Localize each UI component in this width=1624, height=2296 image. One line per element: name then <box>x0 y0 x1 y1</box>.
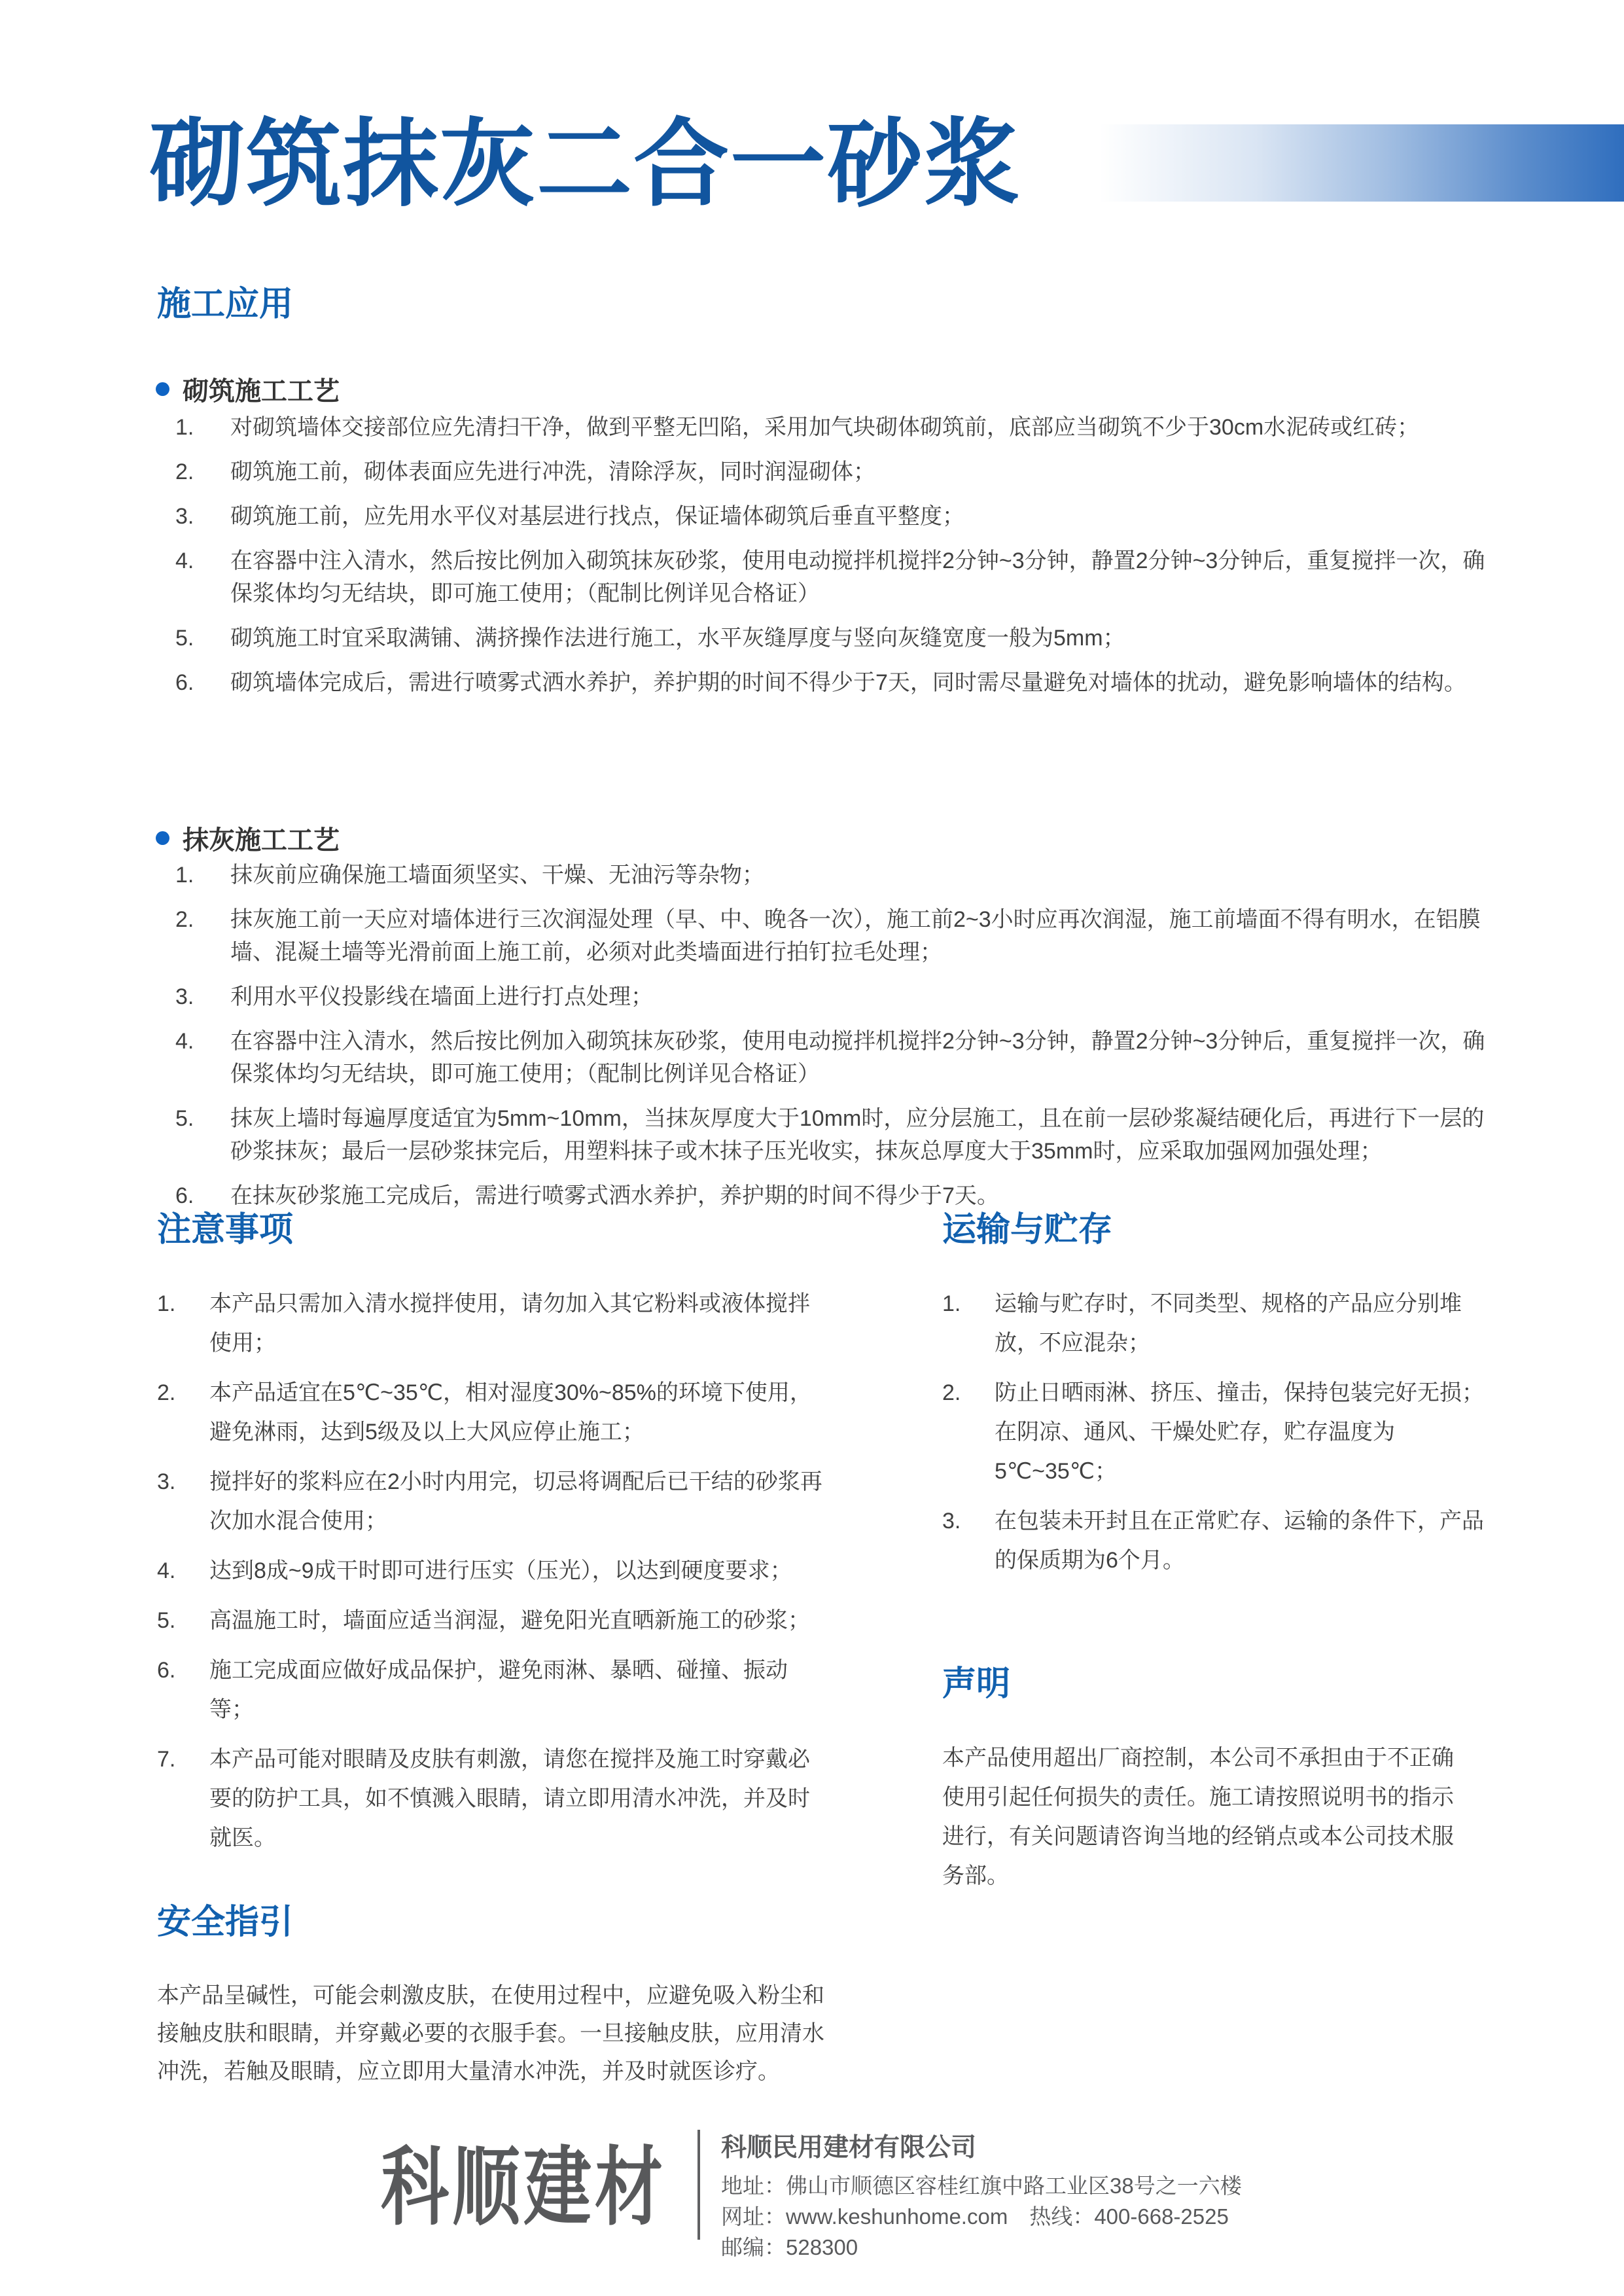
list-item-text: 在抹灰砂浆施工完成后，需进行喷雾式洒水养护，养护期的时间不得少于7天。 <box>230 1183 999 1208</box>
list-item <box>175 666 1500 699</box>
footer <box>0 2119 1624 2276</box>
list-item-text: 抹灰上墙时每遍厚度适宜为5mm~10mm，当抹灰厚度大于10mm时，应分层施工，且在前一层砂浆凝结硬化后，再进行下一层的砂浆抹灰；最后一层砂浆抹完后，用塑料抹子或木抹子压光收实，抹灰总厚度大于35mm时，应采取加强网加强处理； <box>230 1106 1485 1164</box>
list-item-number: 2. <box>157 1380 176 1405</box>
section-heading-safety: 安全指引 <box>157 1903 294 1941</box>
list-item <box>175 545 1500 610</box>
plaster-steps-list <box>175 859 1500 1224</box>
bullet-dot-icon <box>156 831 169 845</box>
list-item-number: 3. <box>157 1469 176 1494</box>
list-item-number: 6. <box>175 670 194 695</box>
list-item <box>942 1284 1505 1363</box>
list-item-text: 在容器中注入清水，然后按比例加入砌筑抹灰砂浆，使用电动搅拌机搅拌2分钟~3分钟，静置2分钟~3分钟后，重复搅拌一次，确保浆体均匀无结块，即可施工使用；（配制比例详见合格证） <box>230 548 1485 606</box>
list-item <box>157 1651 831 1729</box>
list-item-text: 在包装未开封且在正常贮存、运输的条件下，产品的保质期为6个月。 <box>995 1508 1484 1573</box>
list-item <box>942 1373 1505 1491</box>
list-item-number: 1. <box>175 415 194 440</box>
list-item-number: 3. <box>175 504 194 529</box>
list-item-text: 对砌筑墙体交接部位应先清扫干净，做到平整无凹陷，采用加气块砌体砌筑前，底部应当砌筑不少于30cm水泥砖或红砖； <box>230 415 1420 440</box>
list-item-text: 本产品只需加入清水搅拌使用，请勿加入其它粉料或液体搅拌使用； <box>209 1291 810 1355</box>
safety-paragraph: 本产品呈碱性，可能会刺激皮肤，在使用过程中，应避免吸入粉尘和接触皮肤和眼睛，并穿戴必要的衣服手套。一旦接触皮肤，应用清水冲洗，若触及眼睛，应立即用大量清水冲洗，并及时就医诊疗。 <box>157 1982 824 2084</box>
list-item-number: 5. <box>175 626 194 651</box>
company-postcode: 邮编：528300 <box>721 2235 858 2259</box>
list-item-text: 本产品可能对眼睛及皮肤有刺激，请您在搅拌及施工时穿戴必要的防护工具，如不慎溅入眼睛，请立即用清水冲洗，并及时就医。 <box>209 1746 810 1850</box>
list-item-number: 7. <box>157 1746 176 1772</box>
list-item <box>157 1284 831 1363</box>
list-item <box>175 500 1500 533</box>
list-item-number: 2. <box>175 459 194 484</box>
subsection-plaster-process <box>156 819 340 857</box>
subsection-masonry-process <box>156 370 340 408</box>
right-column <box>942 1211 1505 2090</box>
section-heading-transport: 运输与贮存 <box>942 1211 1113 1249</box>
page-title: 砌筑抹灰二合一砂浆 <box>149 111 1021 217</box>
list-item <box>175 859 1500 891</box>
list-item-number: 2. <box>175 907 194 932</box>
statement-paragraph: 本产品使用超出厂商控制，本公司不承担由于不正确使用引起任何损失的责任。施工请按照说明书的指示进行，有关问题请咨询当地的经销点或本公司技术服务部。 <box>942 1745 1454 1888</box>
list-item <box>157 1462 831 1541</box>
subsection-masonry-label: 砌筑施工工艺 <box>183 377 340 406</box>
list-item-text: 砌筑施工前，应先用水平仪对基层进行找点，保证墙体砌筑后垂直平整度； <box>230 504 964 529</box>
title-gradient-bar <box>1099 124 1624 202</box>
list-item-number: 5. <box>157 1607 176 1633</box>
list-item <box>157 1740 831 1857</box>
list-item-number: 4. <box>175 548 194 573</box>
list-item-text: 砌筑施工时宜采取满铺、满挤操作法进行施工，水平灰缝厚度与竖向灰缝宽度一般为5mm； <box>230 626 1125 651</box>
list-item <box>175 622 1500 655</box>
list-item <box>175 1179 1500 1212</box>
list-item-text: 砌筑墙体完成后，需进行喷雾式洒水养护，养护期的时间不得少于7天，同时需尽量避免对墙体的扰动，避免影响墙体的结构。 <box>230 670 1466 695</box>
list-item-number: 3. <box>175 984 194 1009</box>
list-item-text: 运输与贮存时，不同类型、规格的产品应分别堆放，不应混杂； <box>995 1291 1462 1355</box>
list-item-text: 抹灰施工前一天应对墙体进行三次润湿处理（早、中、晚各一次），施工前2~3小时应再次润湿，施工前墙面不得有明水，在铝膜墙、混凝土墙等光滑前面上施工前，必须对此类墙面进行拍钉拉毛处理； <box>230 907 1481 965</box>
list-item-number: 4. <box>157 1558 176 1583</box>
list-item <box>175 456 1500 488</box>
list-item <box>157 1373 831 1452</box>
list-item-number: 6. <box>157 1657 176 1683</box>
list-item-text: 施工完成面应做好成品保护，避免雨淋、暴晒、碰撞、振动等； <box>209 1657 788 1722</box>
list-item-number: 5. <box>175 1106 194 1131</box>
list-item <box>157 1601 831 1640</box>
section-heading-notes: 注意事项 <box>157 1211 294 1249</box>
list-item <box>175 903 1500 969</box>
list-item-text: 搅拌好的浆料应在2小时内用完，切忌将调配后已干结的砂浆再次加水混合使用； <box>209 1469 822 1534</box>
company-info-block <box>721 2127 1242 2263</box>
company-name: 科顺民用建材有限公司 <box>721 2134 977 2162</box>
section-heading-statement: 声明 <box>942 1664 1011 1703</box>
footer-divider <box>697 2130 700 2240</box>
section-heading-application: 施工应用 <box>157 285 294 323</box>
list-item <box>175 1025 1500 1090</box>
list-item <box>942 1501 1505 1580</box>
list-item-text: 高温施工时，墙面应适当润湿，避免阳光直晒新施工的砂浆； <box>209 1607 810 1633</box>
two-column-area <box>157 1211 1505 2090</box>
list-item-number: 4. <box>175 1029 194 1054</box>
transport-storage-list <box>942 1284 1505 1580</box>
bullet-dot-icon <box>156 382 169 396</box>
left-column <box>157 1211 831 2090</box>
list-item <box>175 980 1500 1013</box>
list-item-number: 2. <box>942 1380 961 1405</box>
list-item <box>157 1551 831 1590</box>
list-item-number: 6. <box>175 1183 194 1208</box>
list-item-number: 1. <box>942 1291 961 1316</box>
list-item-number: 3. <box>942 1508 961 1534</box>
list-item-text: 本产品适宜在5℃~35℃，相对湿度30%~85%的环境下使用，避免淋雨，达到5级及以上大风应停止施工； <box>209 1380 812 1444</box>
list-item-number: 1. <box>157 1291 176 1316</box>
list-item-text: 防止日晒雨淋、挤压、撞击，保持包装完好无损；在阴凉、通风、干燥处贮存，贮存温度为5℃~35℃； <box>995 1380 1484 1484</box>
list-item <box>175 1102 1500 1168</box>
company-logo: 科顺建材 <box>381 2140 667 2236</box>
company-website-hotline: 网址：www.keshunhome.com 热线：400-668-2525 <box>721 2204 1229 2229</box>
masonry-steps-list <box>175 411 1500 711</box>
list-item-text: 砌筑施工前，砌体表面应先进行冲洗，清除浮灰，同时润湿砌体； <box>230 459 875 484</box>
list-item-text: 利用水平仪投影线在墙面上进行打点处理； <box>230 984 653 1009</box>
list-item-text: 达到8成~9成干时即可进行压实（压光），以达到硬度要求； <box>209 1558 792 1583</box>
subsection-plaster-label: 抹灰施工工艺 <box>183 826 340 855</box>
list-item-text: 在容器中注入清水，然后按比例加入砌筑抹灰砂浆，使用电动搅拌机搅拌2分钟~3分钟，静置2分钟~3分钟后，重复搅拌一次，确保浆体均匀无结块，即可施工使用；（配制比例详见合格证） <box>230 1029 1485 1086</box>
list-item <box>175 411 1500 444</box>
list-item-text: 抹灰前应确保施工墙面须坚实、干燥、无油污等杂物； <box>230 863 764 888</box>
notes-list <box>157 1284 831 1857</box>
list-item-number: 1. <box>175 863 194 888</box>
company-address: 地址：佛山市顺德区容桂红旗中路工业区38号之一六楼 <box>721 2174 1242 2198</box>
